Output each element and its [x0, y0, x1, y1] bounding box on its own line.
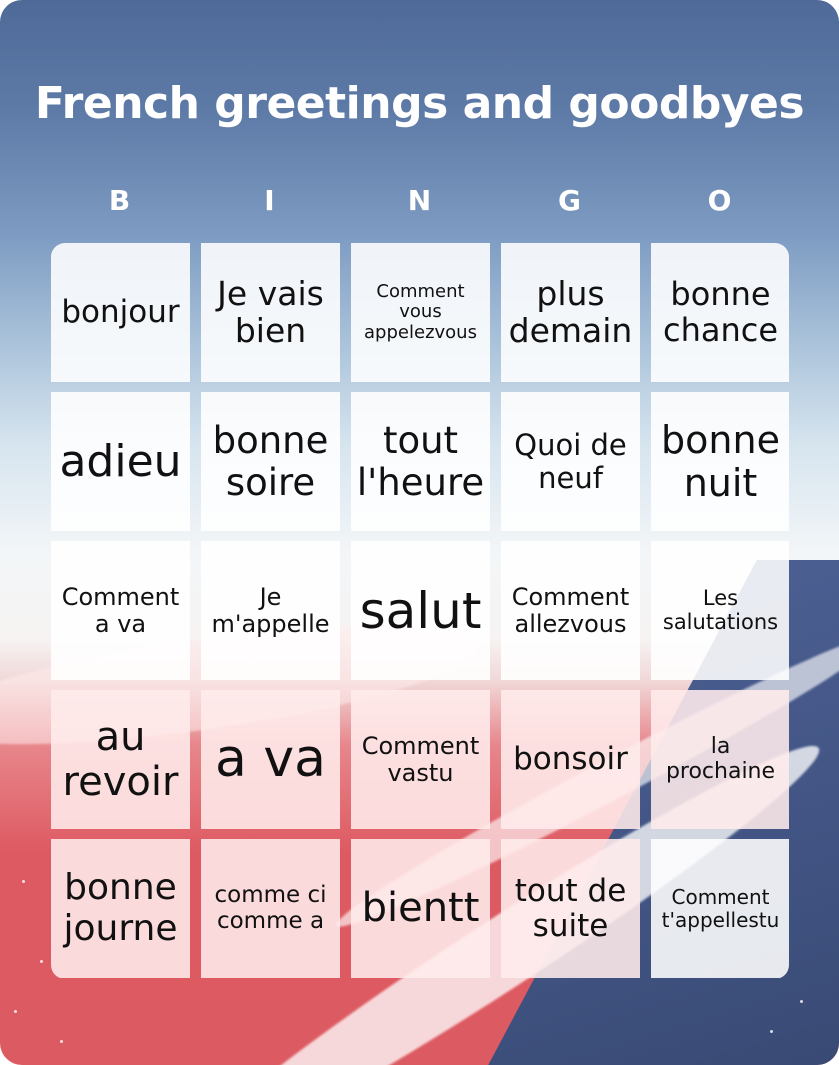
bingo-cell[interactable]: Quoi de neuf: [501, 392, 640, 531]
sparkle: [60, 1040, 63, 1043]
bingo-cell[interactable]: bonsoir: [501, 690, 640, 829]
bingo-cell[interactable]: Comment allezvous: [501, 541, 640, 680]
bingo-grid: [51, 243, 789, 979]
column-letter-i: I: [264, 184, 275, 217]
bingo-cell[interactable]: salut: [351, 541, 490, 680]
column-letter-g: G: [558, 184, 581, 217]
bingo-cell[interactable]: Je vais bien: [201, 243, 340, 382]
bingo-cell[interactable]: Comment vous appelezvous: [351, 243, 490, 382]
sparkle: [22, 880, 25, 883]
bingo-cell[interactable]: bonne soire: [201, 392, 340, 531]
bingo-cell[interactable]: plus demain: [501, 243, 640, 382]
bingo-cell[interactable]: bonne journe: [51, 839, 190, 978]
sparkle: [770, 1030, 773, 1033]
sparkle: [40, 960, 43, 963]
bingo-cell[interactable]: Comment vastu: [351, 690, 490, 829]
bingo-cell[interactable]: Comment a va: [51, 541, 190, 680]
bingo-cell[interactable]: tout l'heure: [351, 392, 490, 531]
bingo-cell[interactable]: tout de suite: [501, 839, 640, 978]
bingo-cell[interactable]: au revoir: [51, 690, 190, 829]
sparkle: [800, 1000, 803, 1003]
bingo-cell[interactable]: comme ci comme a: [201, 839, 340, 978]
column-letter-n: N: [407, 184, 432, 217]
sparkle: [14, 1010, 17, 1013]
column-header-row: [50, 184, 789, 217]
column-letter-b: B: [108, 184, 131, 217]
column-letter-o: O: [707, 184, 732, 217]
bingo-cell[interactable]: bonjour: [51, 243, 190, 382]
bingo-cell[interactable]: Comment t'appellestu: [651, 839, 789, 978]
bingo-cell[interactable]: a va: [201, 690, 340, 829]
bingo-cell[interactable]: bonne nuit: [651, 392, 789, 531]
bingo-cell[interactable]: bientt: [351, 839, 490, 978]
bingo-cell[interactable]: la prochaine: [651, 690, 789, 829]
card-title: French greetings and goodbyes: [34, 78, 805, 129]
bingo-cell[interactable]: Je m'appelle: [201, 541, 340, 680]
bingo-cell[interactable]: Les salutations: [651, 541, 789, 680]
bingo-cell[interactable]: adieu: [51, 392, 190, 531]
bingo-cell[interactable]: bonne chance: [651, 243, 789, 382]
